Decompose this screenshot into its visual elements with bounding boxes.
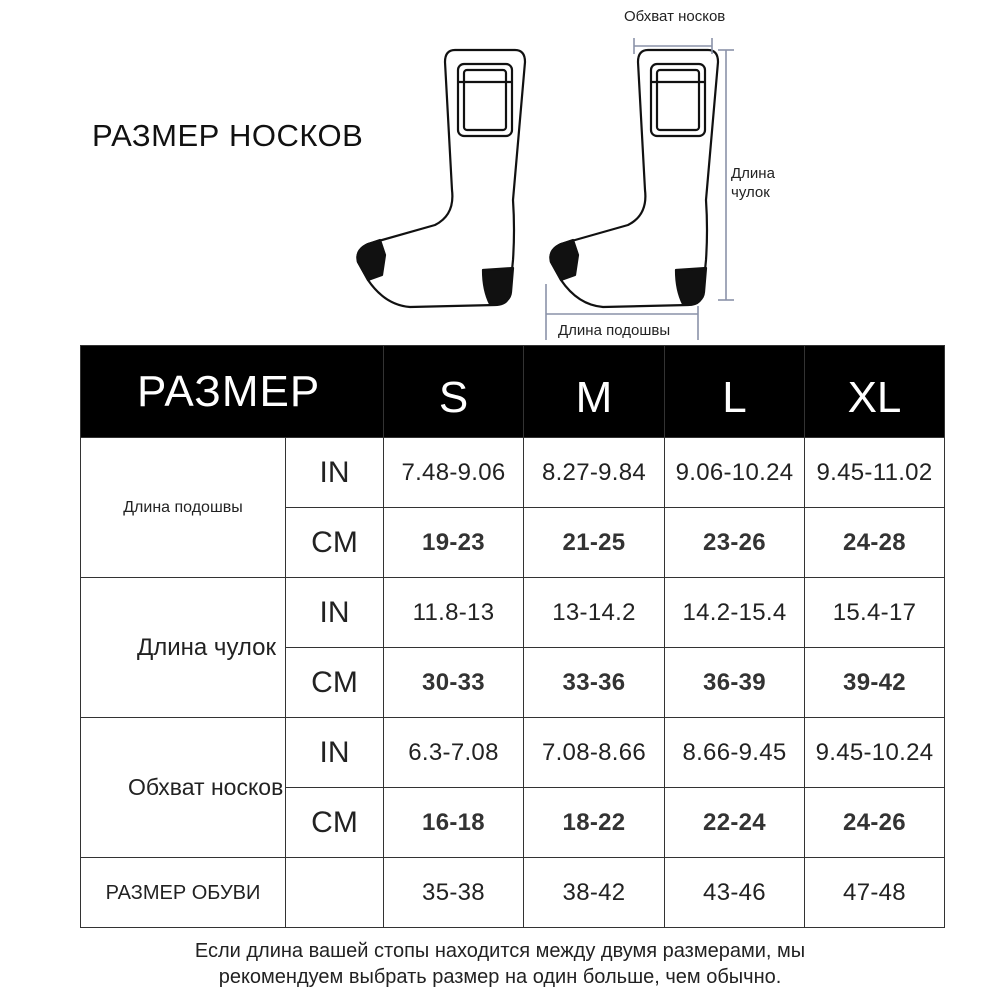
value-cell: 9.06-10.24 <box>665 438 805 508</box>
value-cell: 24-26 <box>805 788 945 858</box>
unit-cell: IN <box>286 718 384 788</box>
value-cell: 19-23 <box>384 508 524 578</box>
size-m-header: M <box>524 346 665 438</box>
table-row <box>81 858 945 928</box>
value-cell: 21-25 <box>524 508 665 578</box>
size-header-label: РАЗМЕР <box>81 346 384 438</box>
value-cell: 9.45-10.24 <box>805 718 945 788</box>
value-cell: 7.08-8.66 <box>524 718 665 788</box>
value-cell: 24-28 <box>805 508 945 578</box>
value-cell: 14.2-15.4 <box>665 578 805 648</box>
value-cell: 22-24 <box>665 788 805 858</box>
size-xl-header: XL <box>805 346 945 438</box>
value-cell: 18-22 <box>524 788 665 858</box>
value-cell: 38-42 <box>524 858 665 928</box>
empty-unit-cell <box>286 858 384 928</box>
size-l-header: L <box>665 346 805 438</box>
table-row <box>81 718 945 788</box>
stocking-length-label: Длина чулок <box>731 165 775 201</box>
value-cell: 16-18 <box>384 788 524 858</box>
shoe-size-row-label: РАЗМЕР ОБУВИ <box>81 858 286 928</box>
footnote-line-1: Если длина вашей стопы находится между двумя размерами, мы <box>194 940 806 962</box>
value-cell: 9.45-11.02 <box>805 438 945 508</box>
value-cell: 47-48 <box>805 858 945 928</box>
size-chart-table <box>80 345 945 928</box>
table-header-row <box>81 346 945 438</box>
value-cell: 43-46 <box>665 858 805 928</box>
unit-cell: IN <box>286 438 384 508</box>
page-title: РАЗМЕР НОСКОВ <box>92 118 364 153</box>
value-cell: 33-36 <box>524 648 665 718</box>
size-s-header: S <box>384 346 524 438</box>
value-cell: 36-39 <box>665 648 805 718</box>
value-cell: 13-14.2 <box>524 578 665 648</box>
unit-cell: CM <box>286 648 384 718</box>
footnote-line-2: рекомендуем выбрать размер на один больше, чем обычно. <box>218 966 782 988</box>
unit-cell: CM <box>286 508 384 578</box>
sock-illustration-left <box>357 50 525 307</box>
circumference-label: Обхват носков <box>624 8 726 25</box>
table-row <box>81 578 945 648</box>
value-cell: 23-26 <box>665 508 805 578</box>
value-cell: 6.3-7.08 <box>384 718 524 788</box>
value-cell: 8.66-9.45 <box>665 718 805 788</box>
sole-length-label: Длина подошвы <box>558 322 671 339</box>
value-cell: 11.8-13 <box>384 578 524 648</box>
sock-diagram <box>0 0 1000 345</box>
value-cell: 30-33 <box>384 648 524 718</box>
value-cell: 39-42 <box>805 648 945 718</box>
circumference-row-label: Обхват носков <box>81 718 286 858</box>
footnote <box>0 938 1000 990</box>
value-cell: 8.27-9.84 <box>524 438 665 508</box>
sock-illustration-right <box>550 50 718 307</box>
value-cell: 7.48-9.06 <box>384 438 524 508</box>
value-cell: 15.4-17 <box>805 578 945 648</box>
unit-cell: IN <box>286 578 384 648</box>
sole-length-row-label: Длина подошвы <box>81 438 286 578</box>
stocking-length-row-label: Длина чулок <box>81 578 286 718</box>
table-row <box>81 438 945 508</box>
value-cell: 35-38 <box>384 858 524 928</box>
unit-cell: CM <box>286 788 384 858</box>
